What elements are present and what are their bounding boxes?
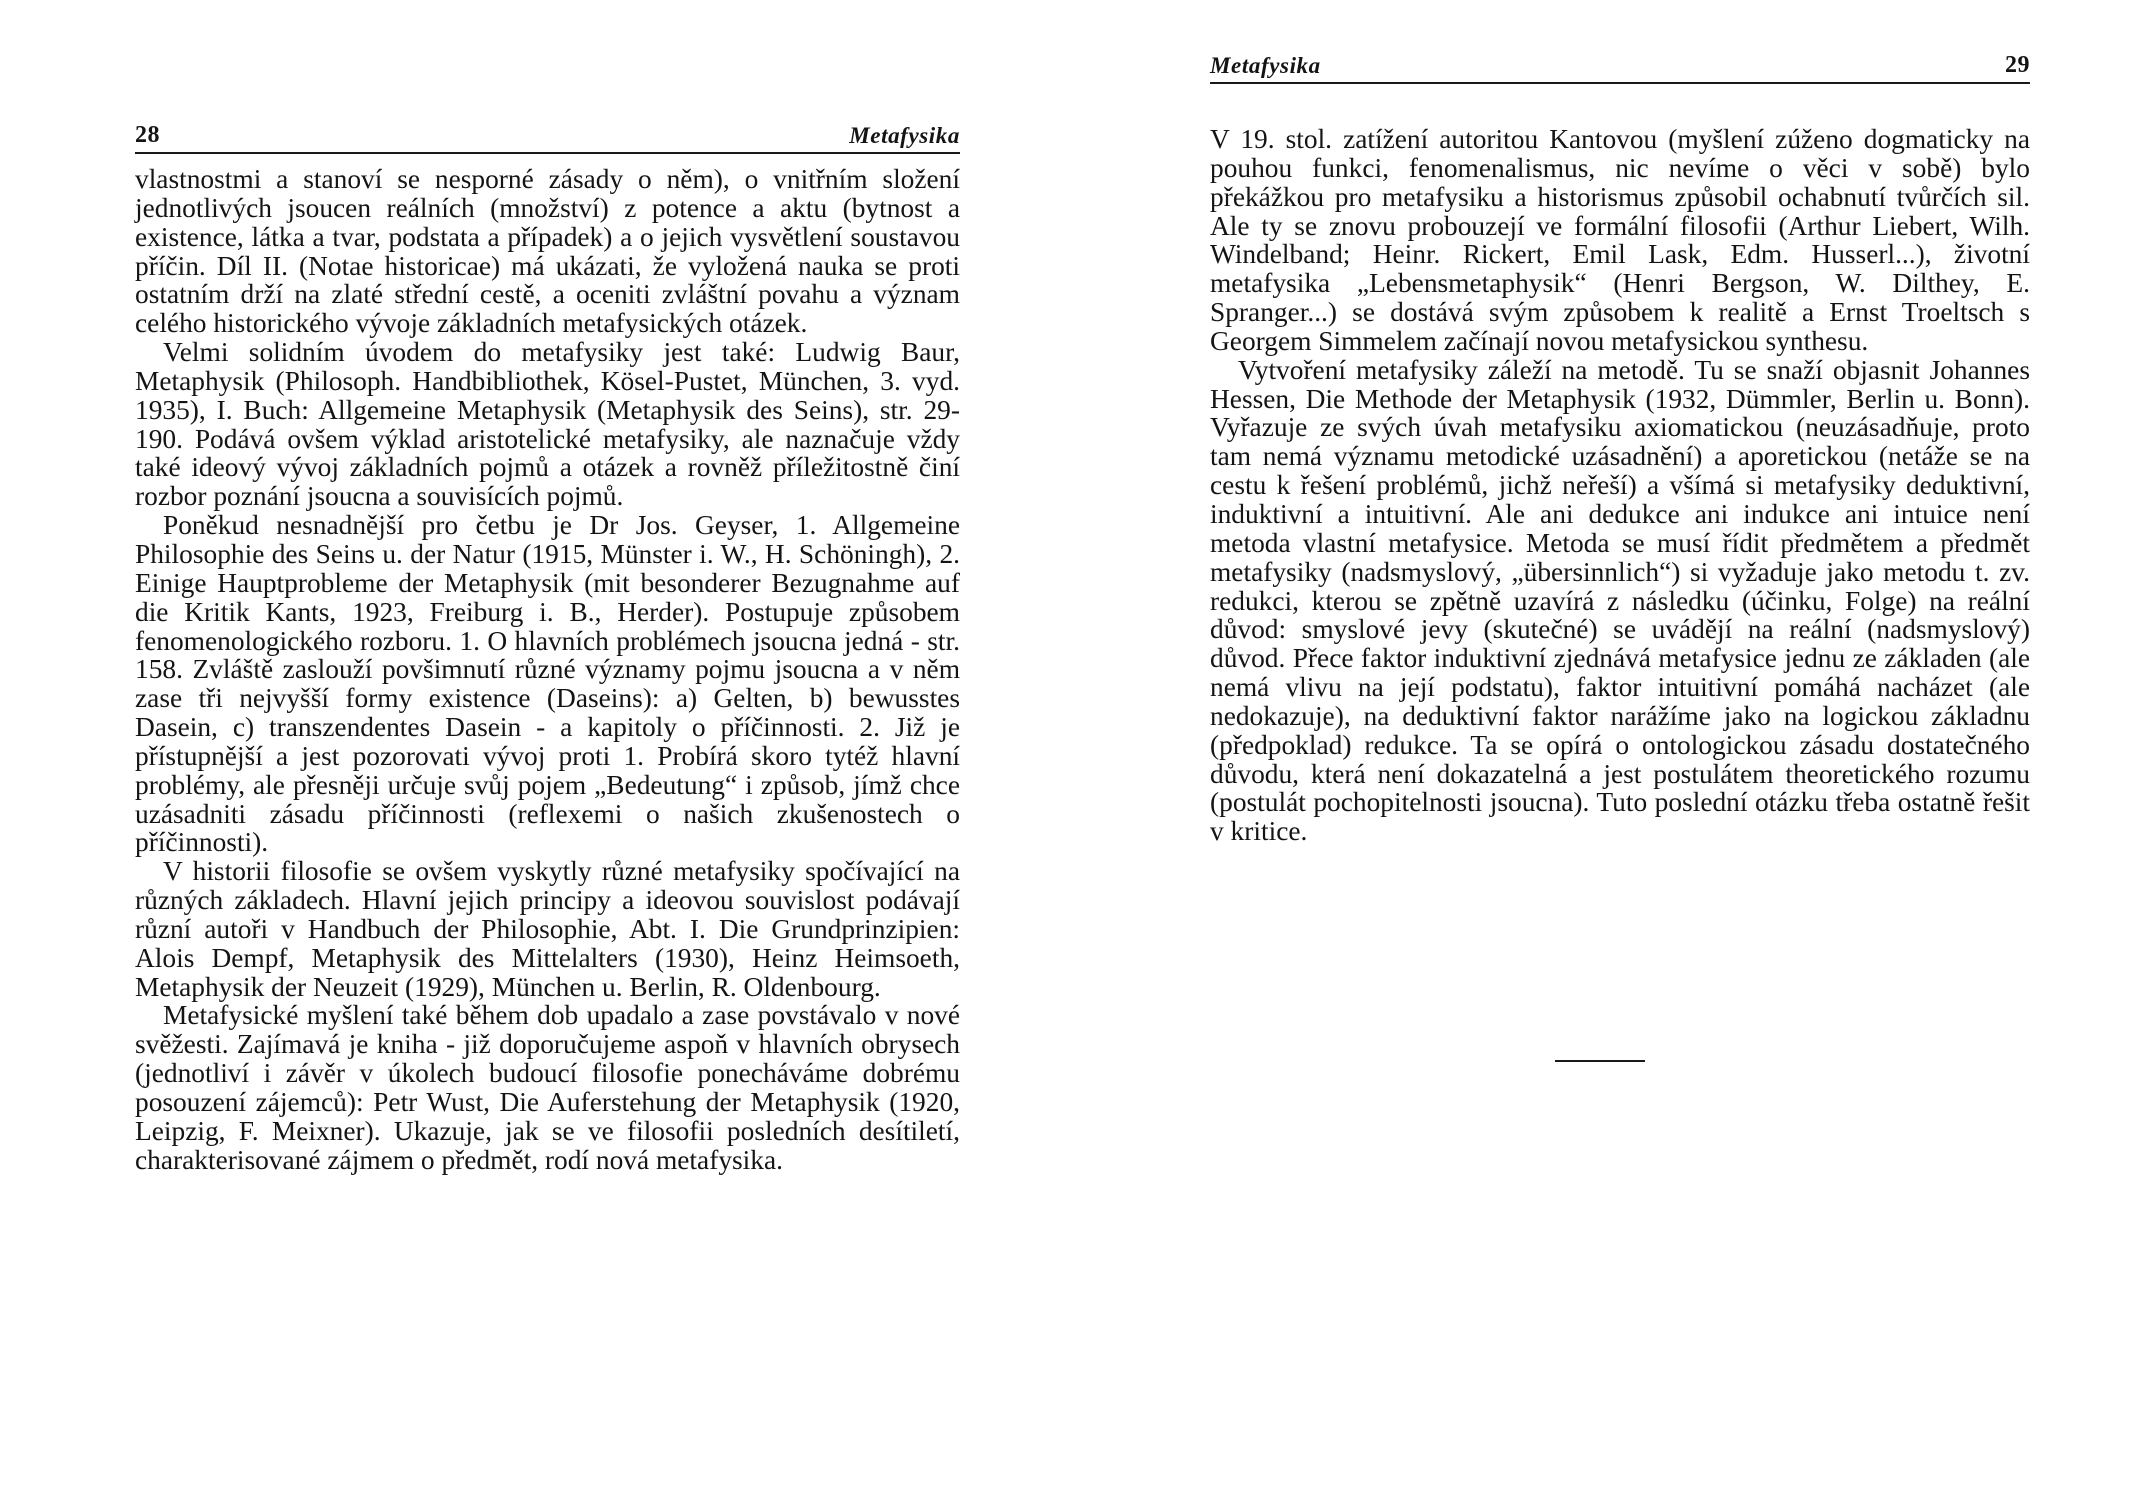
paragraph: vlastnostmi a stanoví se nesporné zásady o něm), o vnitřním složení jednotlivých jsoucen reálních (množství) z potence a aktu (bytnost a existence, látka a tvar, podstata a případek) a o jejich vysvětlení soustavou příčin. Díl II. (Notae historicae) má ukázati, že vyložená nauka se proti ostatním drží na zlaté střední cestě, a oceniti zvláštní povahu a význam celého historického vývoje základních metafysických otázek. <box>135 164 960 339</box>
right-running-title: Metafysika <box>1210 53 1321 78</box>
paragraph: Metafysické myšlení také během dob upadalo a zase povstávalo v nové svěžesti. Zajímavá je kniha - již doporučujeme aspoň v hlavních obrysech (jednotliví i závěr v úkolech budoucí filosofie ponecháváme dobrému posouzení zájemců): Petr Wust, Die Auferstehung der Metaphysik (1920, Leipzig, F. Meixner). Ukazuje, jak se ve filosofii posledních desítiletí, charakterisované zájmem o předmět, rodí nová metafysika. <box>135 1000 960 1175</box>
paragraph: V historii filosofie se ovšem vyskytly různé metafysiky spočívající na různých základech. Hlavní jejich principy a ideovou souvislost podávají různí autoři v Handbuch der Philosophie, Abt. I. Die Grundprinzipien: Alois Dempf, Metaphysik des Mittelalters (1930), Heinz Heimsoeth, Metaphysik der Neuzeit (1929), München u. Berlin, R. Oldenbourg. <box>135 856 960 1002</box>
paragraph: V 19. stol. zatížení autoritou Kantovou (myšlení zúženo dogmaticky na pouhou funkci, fenomenalismus, nic nevíme o věci v sobě) bylo překážkou pro metafysiku a historismus způsobil ochabnutí tvůrčích sil. Ale ty se znovu probouzejí ve formální filosofii (Arthur Liebert, Wilh. Windelband; Heinr. Rickert, Emil Lask, Edm. Husserl...), životní metafysika „Lebensmetaphysik“ (Henri Bergson, W. Dilthey, E. Spranger...) se dostává svým způsobem k realitě a Ernst Troeltsch s Georgem Simmelem začínají novou metafysickou synthesu. <box>1210 124 2030 356</box>
left-page-number: 28 <box>135 122 160 148</box>
paragraph: Velmi solidním úvodem do metafysiky jest také: Ludwig Baur, Metaphysik (Philosoph. Handbibliothek, Kösel-Pustet, München, 3. vyd. 1935), I. Buch: Allgemeine Metaphysik (Metaphysik des Seins), str. 29-190. Podává ovšem výklad aristotelické metafysiky, ale naznačuje vždy také ideový vývoj základních pojmů a otázek a rovněž příležitostně činí rozbor poznání jsoucna a souvisících pojmů. <box>135 337 960 512</box>
right-page-number: 29 <box>2005 52 2030 78</box>
left-body-text <box>135 165 960 1175</box>
paragraph: Vytvoření metafysiky záleží na metodě. Tu se snaží objasnit Johannes Hessen, Die Methode der Metaphysik (1932, Dümmler, Berlin u. Bonn). Vyřazuje ze svých úvah metafysiku axiomatickou (neuzásadňuje, proto tam nemá významu metodické uzásadnění) a aporetickou (netáže se na cestu k řešení problémů, jichž neřeší) a všímá si metafysiky deduktivní, induktivní a intuitivní. Ale ani dedukce ani indukce ani intuice není metoda vlastní metafysice. Metoda se musí řídit předmětem a předmět metafysiky (nadsmyslový, „übersinnlich“) si vyžaduje jako metodu t. zv. redukci, kterou se zpětně uzavírá z následku (účinku, Folge) na reální důvod: smyslové jevy (skutečné) se uvádějí na reální (nadsmyslový) důvod. Přece faktor induktivní zjednává metafysice jednu ze základen (ale nemá vlivu na její podstatu), faktor intuitivní pomáhá nacházet (ale nedokazuje), na deduktivní faktor narážíme jako na logickou základnu (předpoklad) redukce. Ta se opírá o ontologickou zásadu dostatečného důvodu, která není dokazatelná a jest postulátem theoretického rozumu (postulát pochopitelnosti jsoucna). Tuto poslední otázku třeba ostatně řešit v kritice. <box>1210 354 2030 847</box>
section-end-rule <box>1555 1060 1645 1062</box>
paragraph: Poněkud nesnadnější pro četbu je Dr Jos. Geyser, 1. Allgemeine Philosophie des Seins u. der Natur (1915, Münster i. W., H. Schöningh), 2. Einige Hauptprobleme der Metaphysik (mit besonderer Bezugnahme auf die Kritik Kants, 1923, Freiburg i. B., Herder). Postupuje způsobem fenomenologického rozboru. 1. O hlavních problémech jsoucna jedná - str. 158. Zvláště zaslouží povšimnutí různé významy pojmu jsoucna a v něm zase tři nejvyšší formy existence (Daseins): a) Gelten, b) bewusstes Dasein, c) transzendentes Dasein - a kapitoly o příčinnosti. 2. Již je přístupnější a jest pozorovati vývoj proti 1. Probírá skoro tytéž hlavní problémy, ale přesněji určuje svůj pojem „Bedeutung“ i způsob, jímž chce uzásadniti zásadu příčinnosti (reflexemi o našich zkušenostech o příčinnosti). <box>135 510 960 858</box>
right-body-text <box>1210 125 2030 846</box>
right-running-head <box>1210 52 2030 84</box>
left-running-title: Metafysika <box>849 123 960 148</box>
left-running-head <box>135 122 960 154</box>
